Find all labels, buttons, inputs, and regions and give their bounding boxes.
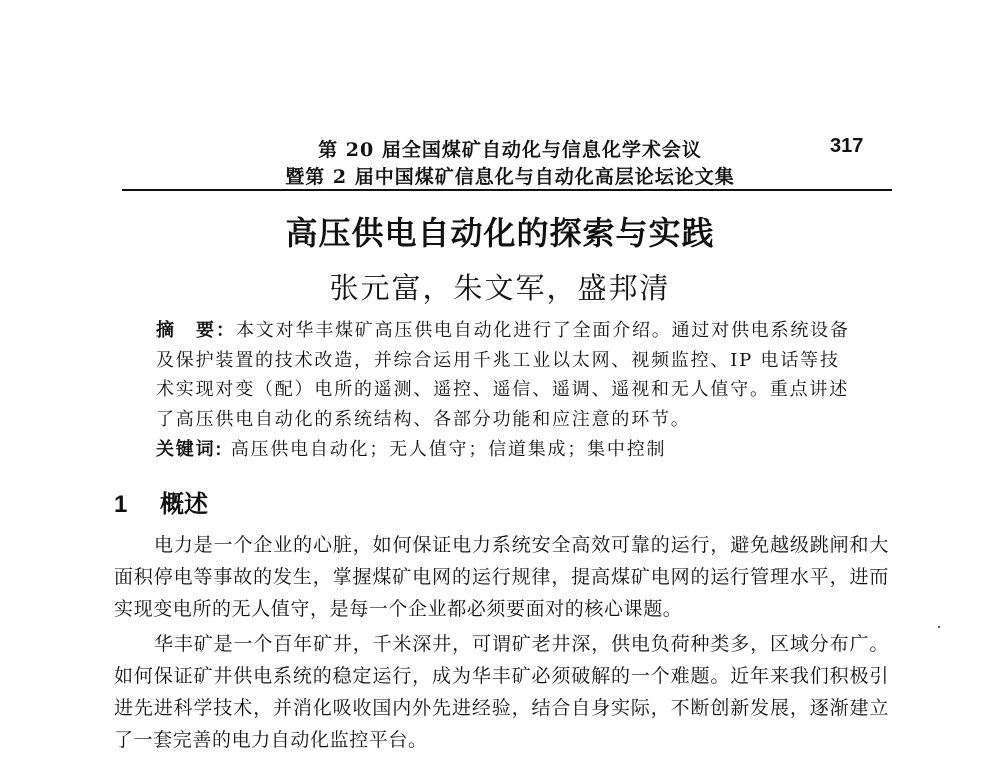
abstract (156, 316, 856, 434)
header-divider (122, 189, 892, 191)
conference-title-line2: 暨第 2 届中国煤矿信息化与自动化高层论坛论文集 (285, 166, 735, 188)
keywords-text: 高压供电自动化；无人值守；信道集成；集中控制 (223, 439, 667, 460)
body-paragraph: 华丰矿是一个百年矿井，千米深井，可谓矿老井深，供电负荷种类多，区域分布广。如何保证矿井供电系统的稳定运行，成为华丰矿必须破解的一个难题。近年来我们积极引进先进科学技术，并消化吸收国内外先进经验，结合自身实际，不断创新发展，逐渐建立了一套完善的电力自动化监控平台。 (114, 633, 889, 751)
running-header (0, 135, 1000, 195)
paper-title: 高压供电自动化的探索与实践 (285, 215, 715, 251)
keywords-label: 关键词: (156, 439, 224, 459)
abstract-text: 本文对华丰煤矿高压供电自动化进行了全面介绍。通过对供电系统设备及保护装置的技术改造，并综合运用千兆工业以太网、视频监控、IP 电话等技术实现对变（配）电所的遥测、遥控、遥信、遥调、遥视和无人值守。重点讲述了高压供电自动化的系统结构、各部分功能和应注意的环节。 (156, 320, 850, 430)
section-heading (114, 484, 208, 519)
scan-speck (938, 626, 940, 628)
section-number: 1 (114, 491, 128, 518)
paper-authors: 张元富，朱文军，盛邦清 (329, 271, 671, 305)
abstract-label: 摘 要： (156, 320, 236, 341)
conference-title-line1: 第 20 届全国煤矿自动化与信息化学术会议 (318, 139, 702, 161)
body-paragraph: 电力是一个企业的心脏，如何保证电力系统安全高效可靠的运行，避免越级跳闸和大面积停电等事故的发生，掌握煤矿电网的运行规律，提高煤矿电网的运行管理水平，进而实现变电所的无人值守，是每一个企业都必须要面对的核心课题。 (114, 534, 889, 620)
page-number: 317 (830, 135, 864, 157)
keywords (156, 435, 856, 461)
section-title: 概述 (160, 491, 208, 518)
